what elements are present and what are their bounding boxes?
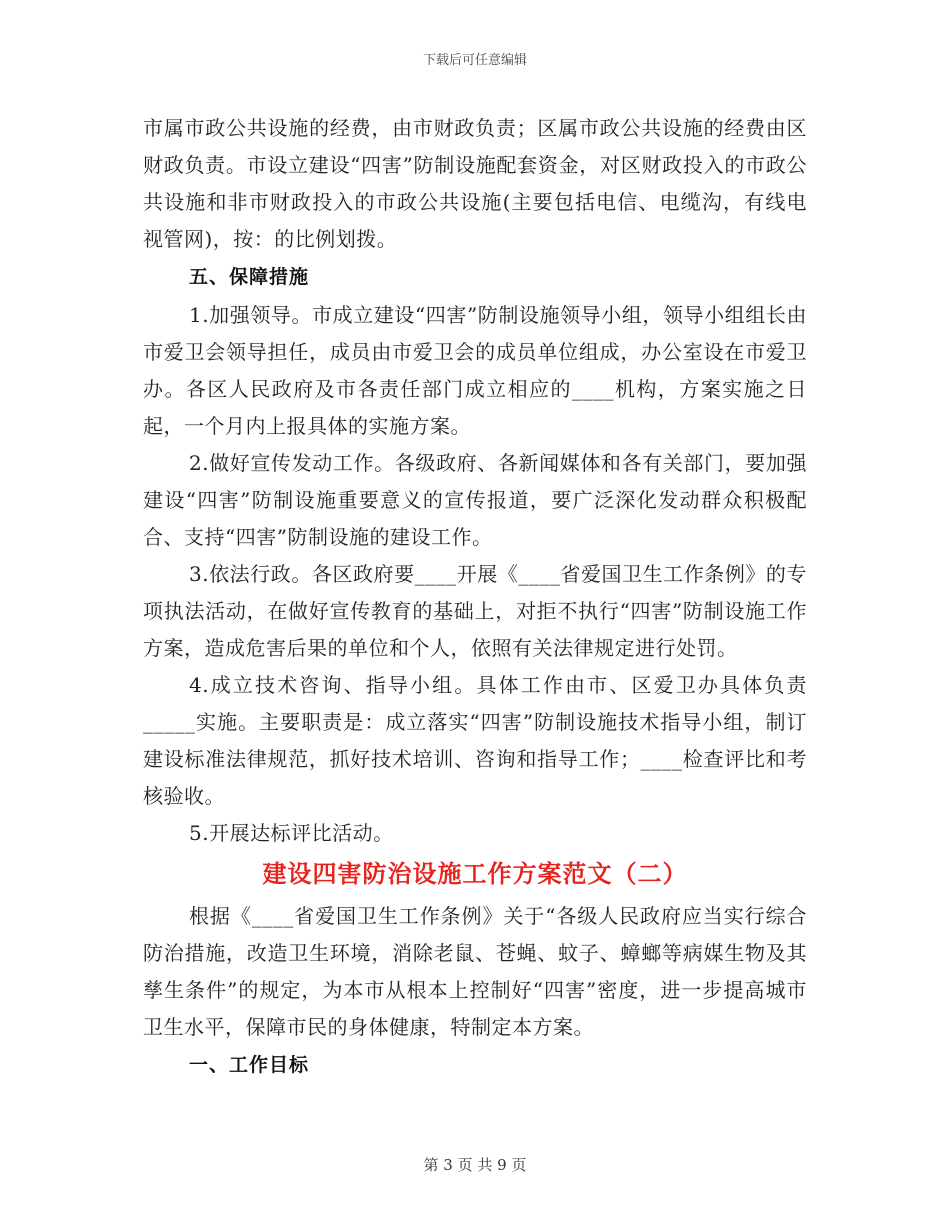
document-title-part-2: 建设四害防治设施工作方案范文（二） [262, 860, 688, 888]
paragraph-item-4: 4.成立技术咨询、指导小组。具体工作由市、区爱卫办具体负责_____实施。主要职责是：成立落实“四害”防制设施技术指导小组，制订建设标准法律规范，抓好技术培训、咨询和指导工作；____检查评比和考核验收。 [143, 673, 807, 808]
page-header-note: 下载后可任意编辑 [422, 53, 527, 68]
paragraph-funding: 市属市政公共设施的经费，由市财政负责；区属市政公共设施的经费由区财政负责。市设立建设“四害”防制设施配套资金，对区财政投入的市政公共设施和非市财政投入的市政公共设施(主要包括电信、电缆沟，有线电视管网)，按：的比例划拨。 [143, 116, 807, 251]
paragraph-basis: 根据《____省爱国卫生工作条例》关于“各级人民政府应当实行综合防治措施，改造卫生环境，消除老鼠、苍蝇、蚊子、蟑螂等病媒生物及其孳生条件”的规定，为本市从根本上控制好“四害”密度，进一步提高城市卫生水平，保障市民的身体健康，特制定本方案。 [143, 904, 807, 1039]
paragraph-item-2: 2.做好宣传发动工作。各级政府、各新闻媒体和各有关部门，要加强建设“四害”防制设施重要意义的宣传报道，要广泛深化发动群众积极配合、支持“四害”防制设施的建设工作。 [143, 451, 807, 549]
section-heading-safeguards: 五、保障措施 [189, 266, 310, 288]
paragraph-item-3: 3.依法行政。各区政府要____开展《____省爱国卫生工作条例》的专项执法活动，在做好宣传教育的基础上，对拒不执行“四害”防制设施工作方案，造成危害后果的单位和个人，依照有关法律规定进行处罚。 [143, 562, 807, 660]
paragraph-item-1: 1.加强领导。市成立建设“四害”防制设施领导小组，领导小组组长由市爱卫会领导担任，成员由市爱卫会的成员单位组成，办公室设在市爱卫办。各区人民政府及市各责任部门成立相应的____机构，方案实施之日起，一个月内上报具体的实施方案。 [143, 303, 807, 438]
document-body [143, 110, 807, 1085]
paragraph-item-5: 5.开展达标评比活动。 [189, 821, 394, 845]
section-heading-goals: 一、工作目标 [189, 1054, 310, 1076]
page-footer-number: 第 3 页 共 9 页 [423, 1156, 527, 1174]
